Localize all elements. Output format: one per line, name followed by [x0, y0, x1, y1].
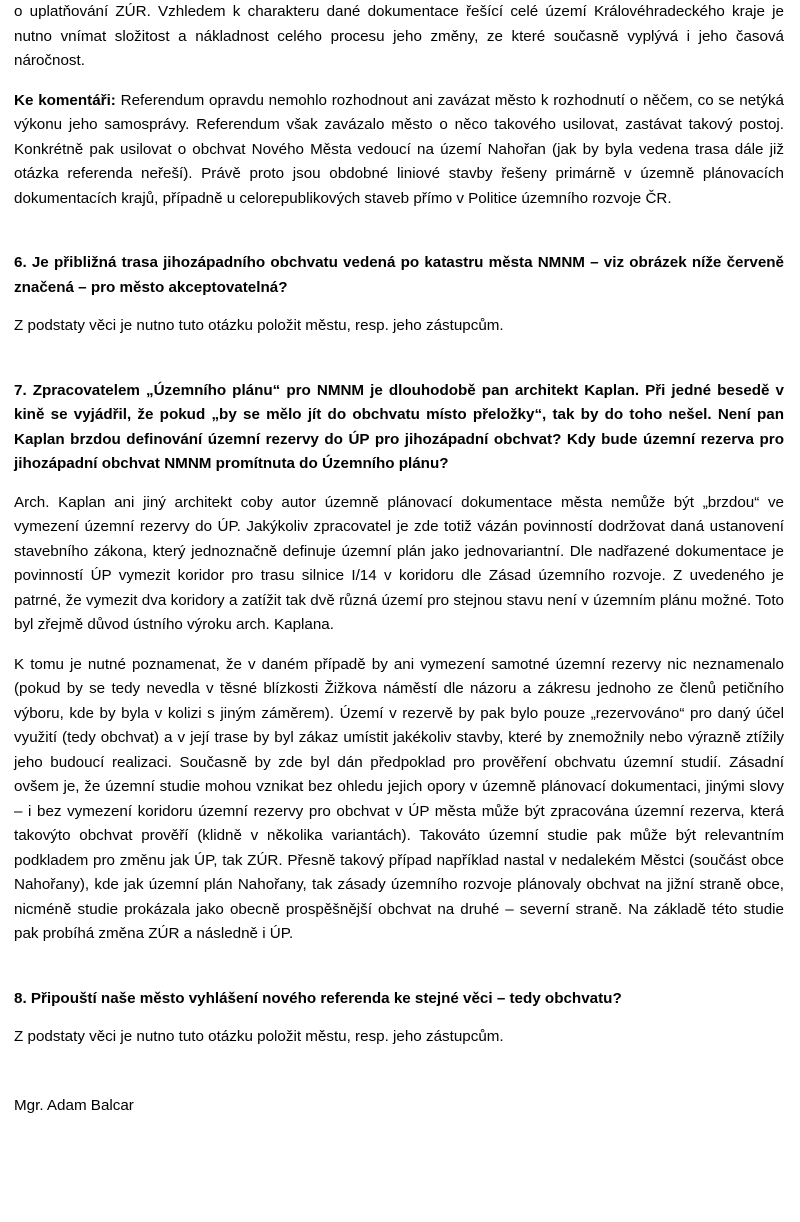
signature: Mgr. Adam Balcar	[14, 1096, 134, 1114]
intro-paragraph: o uplatňování ZÚR. Vzhledem k charakteru dané dokumentace řešící celé území Královéhradeckého kraje je nutno vnímat složitost a nákladnost celého procesu jeho změny, ze které současně vyplývá i jeho časová náročnost.	[14, 3, 784, 69]
question-7: 7. Zpracovatelem „Územního plánu“ pro NMNM je dlouhodobě pan architekt Kaplan. Při jedné besedě v kině se vyjádřil, že pokud „by se mělo jít do obchvatu místo přeložky“, tak by do toho nešel. Není pan Kaplan brzdou definování územní rezervy do ÚP pro jihozápadní obchvat? Kdy bude územní rezerva pro jihozápadní obchvat NMNM promítnuta do Územního plánu?	[14, 381, 784, 472]
answer-6: Z podstaty věci je nutno tuto otázku položit městu, resp. jeho zástupcům.	[14, 317, 504, 334]
comment-text: Referendum opravdu nemohlo rozhodnout ani zavázat město k rozhodnutí o něčem, co se netýká výkonu jeho samosprávy. Referendum však zavázalo město o něco takového usilovat, zastávat takový postoj. Konkrétně pak usilovat o obchvat Nového Města vedoucí na území Nahořan (jak by byla vedena trasa dále již otázka referenda neřeší). Právě proto jsou obdobné liniové stavby řešeny primárně v územně plánovacích dokumentacích krajů, případně u celorepublikových staveb přímo v Politice územního rozvoje ČR.	[14, 91, 785, 207]
comment-label: Ke komentáři:	[14, 91, 116, 109]
question-8: 8. Připouští naše město vyhlášení nového referenda ke stejné věci – tedy obchvatu?	[14, 989, 622, 1007]
answer-7-paragraph-1: Arch. Kaplan ani jiný architekt coby autor územně plánovací dokumentace města nemůže být „brzdou“ ve vymezení územní rezervy do ÚP. Jakýkoliv zpracovatel je zde totiž vázán povinností dodržovat daná ustanovení stavebního zákona, který jednoznačně definuje územní plán jako jednovariantní. Dle nadřazené dokumentace je povinností ÚP vymezit koridor pro trasu silnice I/14 v koridoru dle Zásad územního rozvoje. Z uvedeného je patrné, že vymezit dva koridory a zatížit tak dvě různá území pro stejnou stavu není v územním plánu možné. Toto byl zřejmě důvod ústního výroku arch. Kaplana.	[14, 493, 784, 633]
comment-paragraph	[14, 89, 784, 212]
answer-7-paragraph-2: K tomu je nutné poznamenat, že v daném případě by ani vymezení samotné územní rezervy nic neznamenalo (pokud by se tedy nevedla v těsné blízkosti Žižkova náměstí dle názoru a zákresu jednoho ze členů petičního výboru, kde by byla v kolizi s jiným záměrem). Území v rezervě by pak bylo pouze „rezervováno“ pro daný účel využití (tedy obchvat) a v její trase by byl zákaz umístit jakékoliv stavby, které by znemožnily nebo výrazně ztížily jeho budoucí realizaci. Současně by zde byl dán předpoklad pro prověření obchvatu územní studií. Zásadní ovšem je, že územní studie mohou vznikat bez ohledu jejich opory v územně plánovací dokumentaci, jinými slovy – i bez vymezení koridoru územní rezervy pro obchvat v ÚP města může být zpracována územní rezerva, která takovýto obchvat prověří (klidně v několika variantách). Takováto územní studie pak může být relevantním podkladem pro změnu jak ÚP, tak ZÚR. Přesně takový případ například nastal v nedalekém Městci (součást obce Nahořany), kde jak územní plán Nahořany, tak zásady územního rozvoje plánovaly obchvat na jižní straně obce, nicméně studie prokázala jako obecně prospěšnější obchvat na druhé – severní straně. Na základě této studie pak probíhá změna ZÚR a následně i ÚP.	[14, 655, 784, 942]
answer-8: Z podstaty věci je nutno tuto otázku položit městu, resp. jeho zástupcům.	[14, 1028, 504, 1045]
question-6: 6. Je přibližná trasa jihozápadního obchvatu vedená po katastru města NMNM – viz obrázek níže červeně značená – pro město akceptovatelná?	[14, 254, 784, 296]
